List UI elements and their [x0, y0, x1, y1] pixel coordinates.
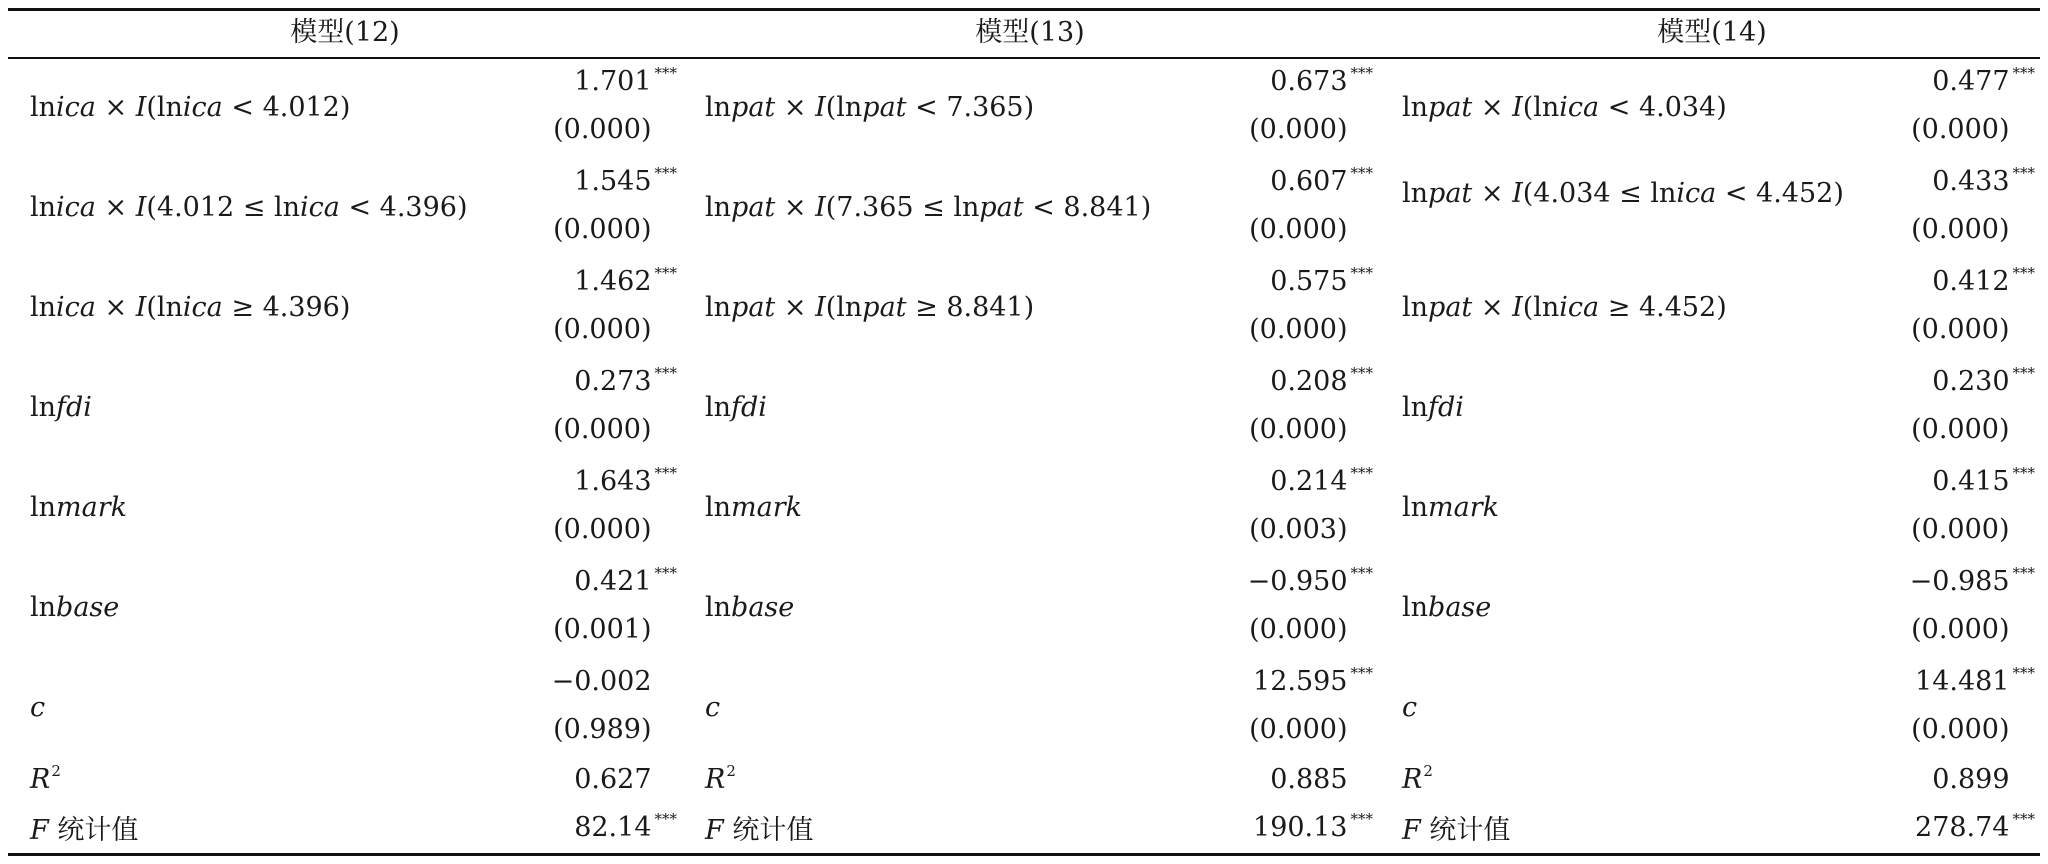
- p-value: (0.000): [1249, 314, 1348, 345]
- f-statistic-label: F 统计值: [705, 815, 814, 846]
- variable-label: lnbase: [1402, 592, 1492, 623]
- coefficient-value: 0.273 ***: [574, 364, 677, 397]
- coefficient-value: 0.415 ***: [1932, 464, 2035, 497]
- f-statistic-value: 82.14 ***: [574, 810, 677, 843]
- coefficient-value: 0.421 ***: [574, 564, 677, 597]
- p-value: (0.000): [1911, 614, 2010, 645]
- p-value: (0.000): [1249, 214, 1348, 245]
- p-value: (0.000): [1249, 614, 1348, 645]
- p-value: (0.000): [1911, 514, 2010, 545]
- p-value: (0.000): [553, 314, 652, 345]
- coefficient-value: −0.002: [551, 666, 652, 697]
- coefficient-value: −0.985 ***: [1909, 564, 2035, 597]
- variable-label: lnpat × I(lnpat ≥ 8.841): [705, 292, 1035, 323]
- f-statistic-label: F 统计值: [1402, 815, 1511, 846]
- variable-label: lnmark: [705, 492, 802, 523]
- p-value: (0.003): [1249, 514, 1348, 545]
- header-rule: [8, 57, 2040, 59]
- variable-label: lnpat × I(7.365 ≤ lnpat < 8.841): [705, 192, 1152, 223]
- coefficient-value: −0.950 ***: [1247, 564, 1373, 597]
- p-value: (0.000): [553, 114, 652, 145]
- column-header: 模型(13): [975, 17, 1085, 48]
- p-value: (0.000): [1911, 714, 2010, 745]
- variable-label: lnpat × I(4.034 ≤ lnica < 4.452): [1402, 178, 1844, 209]
- variable-label: lnfdi: [1402, 392, 1464, 423]
- coefficient-value: 0.230 ***: [1932, 364, 2035, 397]
- variable-label: lnmark: [30, 492, 127, 523]
- r-squared-value: 0.627: [574, 764, 652, 795]
- column-header: 模型(12): [290, 17, 400, 48]
- variable-label: lnica × I(4.012 ≤ lnica < 4.396): [30, 192, 468, 223]
- variable-label: c: [705, 692, 721, 723]
- variable-label: lnpat × I(lnpat < 7.365): [705, 92, 1035, 123]
- f-statistic-label: F 统计值: [30, 815, 139, 846]
- r-squared-label: $R^2$: [1402, 762, 1433, 795]
- coefficient-value: 0.673 ***: [1270, 64, 1373, 97]
- coefficient-value: 0.412 ***: [1932, 264, 2035, 297]
- f-statistic-value: 278.74 ***: [1915, 810, 2035, 843]
- r-squared-value: 0.899: [1932, 764, 2010, 795]
- coefficient-value: 0.477 ***: [1932, 64, 2035, 97]
- variable-label: lnmark: [1402, 492, 1499, 523]
- variable-label: c: [30, 692, 46, 723]
- variable-label: c: [1402, 692, 1418, 723]
- coefficient-value: 1.462 ***: [574, 264, 677, 297]
- p-value: (0.989): [553, 714, 652, 745]
- p-value: (0.000): [1911, 214, 2010, 245]
- coefficient-value: 0.433 ***: [1932, 164, 2035, 197]
- variable-label: lnbase: [705, 592, 795, 623]
- bottom-rule: [8, 853, 2040, 856]
- p-value: (0.000): [1249, 114, 1348, 145]
- variable-label: lnica × I(lnica ≥ 4.396): [30, 292, 351, 323]
- variable-label: lnpat × I(lnica < 4.034): [1402, 92, 1727, 123]
- coefficient-value: 0.214 ***: [1270, 464, 1373, 497]
- p-value: (0.001): [553, 614, 652, 645]
- coefficient-value: 1.701 ***: [574, 64, 677, 97]
- coefficient-value: 0.208 ***: [1270, 364, 1373, 397]
- variable-label: lnica × I(lnica < 4.012): [30, 92, 351, 123]
- p-value: (0.000): [553, 414, 652, 445]
- p-value: (0.000): [1911, 114, 2010, 145]
- variable-label: lnbase: [30, 592, 120, 623]
- p-value: (0.000): [1249, 414, 1348, 445]
- f-statistic-value: 190.13 ***: [1253, 810, 1373, 843]
- r-squared-value: 0.885: [1270, 764, 1348, 795]
- p-value: (0.000): [1249, 714, 1348, 745]
- p-value: (0.000): [1911, 314, 2010, 345]
- variable-label: lnfdi: [30, 392, 92, 423]
- coefficient-value: 1.643 ***: [574, 464, 677, 497]
- column-header: 模型(14): [1657, 17, 1767, 48]
- r-squared-label: $R^2$: [705, 762, 736, 795]
- coefficient-value: 14.481 ***: [1915, 664, 2035, 697]
- coefficient-value: 0.607 ***: [1270, 164, 1373, 197]
- top-rule: [8, 8, 2040, 11]
- variable-label: lnpat × I(lnica ≥ 4.452): [1402, 292, 1727, 323]
- variable-label: lnfdi: [705, 392, 767, 423]
- coefficient-value: 12.595 ***: [1253, 664, 1373, 697]
- p-value: (0.000): [553, 214, 652, 245]
- p-value: (0.000): [553, 514, 652, 545]
- coefficient-value: 0.575 ***: [1270, 264, 1373, 297]
- p-value: (0.000): [1911, 414, 2010, 445]
- coefficient-value: 1.545 ***: [574, 164, 677, 197]
- r-squared-label: $R^2$: [30, 762, 61, 795]
